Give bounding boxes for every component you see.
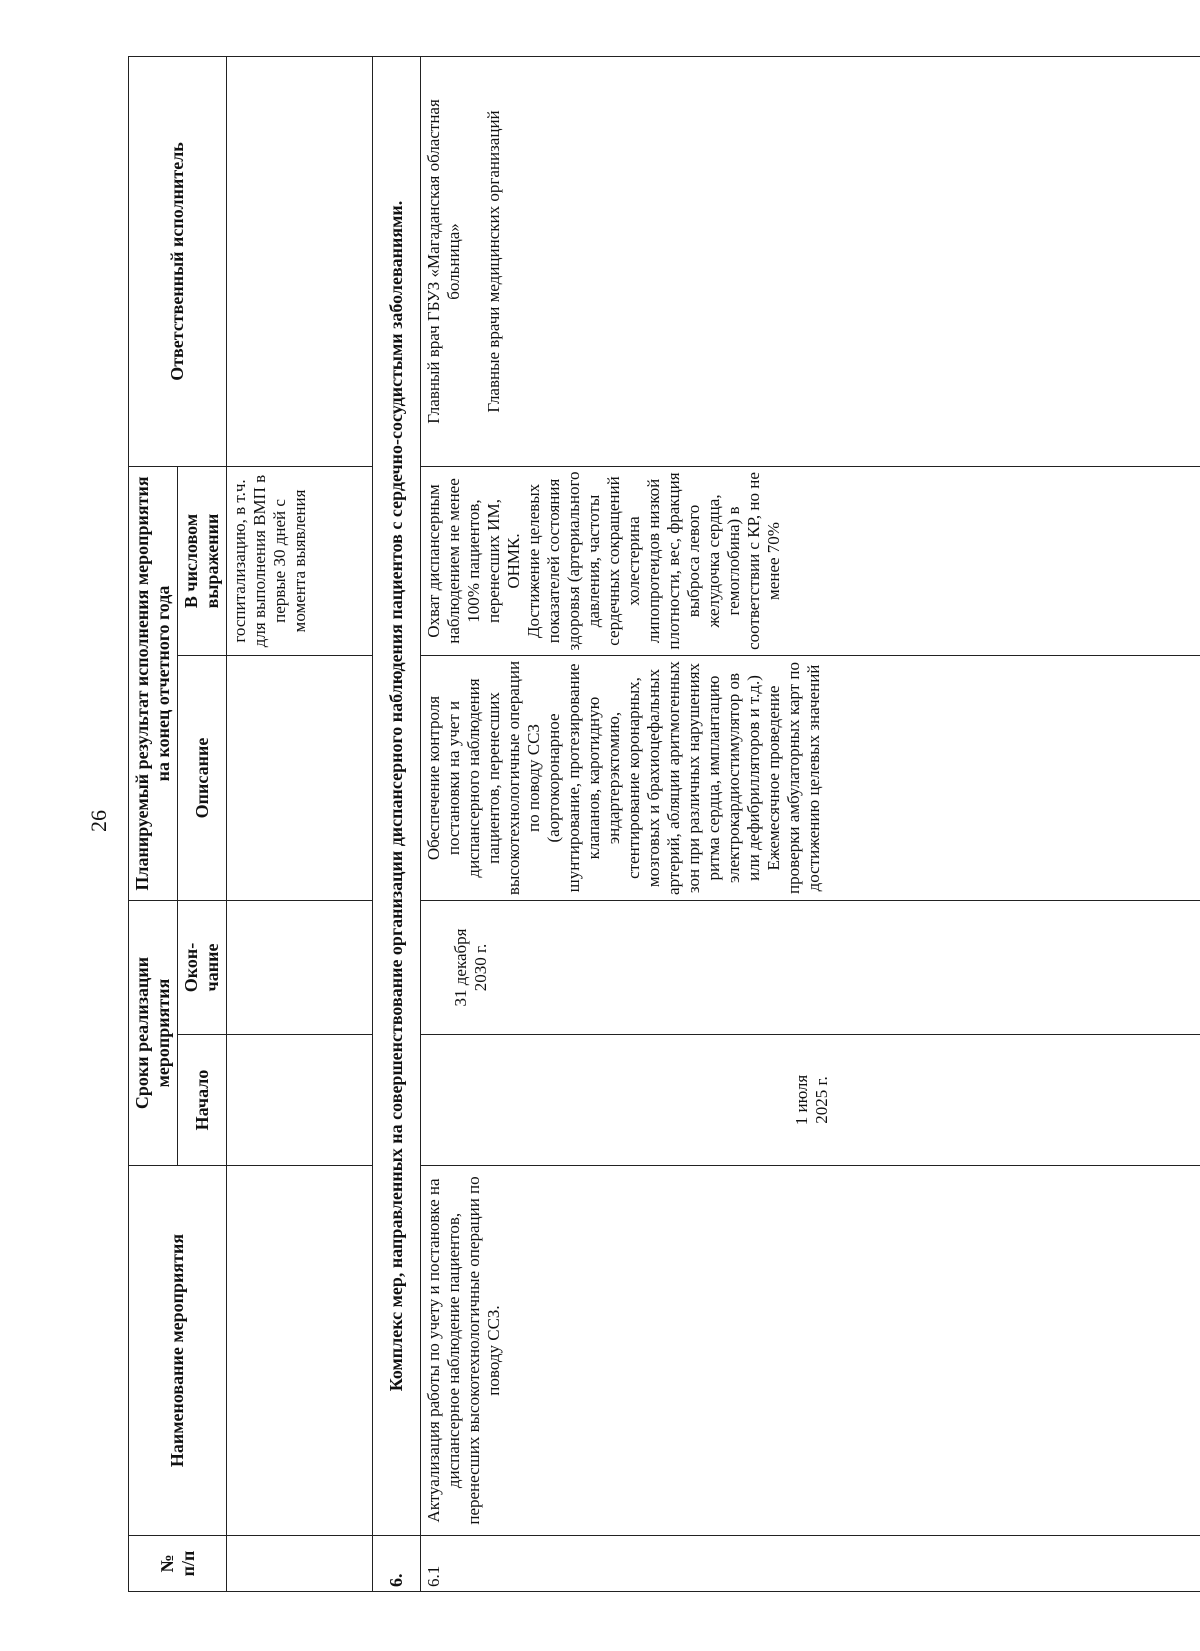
table-row [421, 56, 1200, 1591]
cont-description-cell [227, 656, 373, 901]
cont-responsible-cell [227, 56, 373, 466]
rotated-table-wrapper [128, 57, 1200, 1592]
row-numeric-part-1: Охват диспансерным наблюдением не менее 100% пациентов, перенесших ИМ, ОНМК. [424, 478, 523, 644]
header-end: Окон- чание [178, 901, 227, 1035]
page-number: 26 [86, 810, 111, 832]
measures-table [128, 56, 1200, 1592]
cont-end-cell [227, 901, 373, 1035]
header-row-1 [129, 56, 178, 1591]
cont-num-cell [227, 1536, 373, 1592]
row-description-part-1: Обеспечение контроля постановки на учет и диспансерного наблюдения пациентов, перенесших высокотехнологичные операции по поводу ССЗ (аортокоронарное шунтирование, протезирование клапанов, каротидную эндартерэктомию, стентирование коронарных, мозговых и брахиоцефальных артерий, абляции аритмогенных зон при различных нарушениях ритма сердца, имплантацию электрокардиостимулятор ов или дефибрилляторов и т.д.) [424, 660, 763, 896]
header-numeric: В числовом выражении [178, 466, 227, 655]
row-description-part-2: Ежемесячное проведение проверки амбулаторных карт по достижению целевых значений [764, 662, 823, 894]
header-start: Начало [178, 1035, 227, 1166]
row-end: 31 декабря 2030 г. [421, 901, 1200, 1035]
header-name: Наименование мероприятия [129, 1166, 227, 1536]
row-num: 6.1 [421, 1536, 1200, 1592]
header-responsible: Ответственный исполнитель [129, 56, 227, 466]
row-responsible-gap [464, 61, 484, 462]
row-numeric [421, 466, 1200, 655]
cont-start-cell [227, 1035, 373, 1166]
row-responsible-part-2: Главные врачи медицинских организаций [484, 110, 503, 413]
cont-name-cell [227, 1166, 373, 1536]
row-description [421, 656, 1200, 901]
row-numeric-part-2: Достижение целевых показателей состояния здоровья (артериального давления, частоты сердечных сокращений холестерина липопротеидов низкой плотности, вес, фракция выброса левого желудочка сердца, гемоглобина) в соответствии с КР, но не менее 70% [524, 471, 783, 651]
header-result: Планируемый результат исполнения мероприятия на конец отчетного года [129, 466, 178, 900]
row-name: Актуализация работы по учету и постановке на диспансерное наблюдение пациентов, перенесших высокотехнологичные операции по поводу ССЗ. [421, 1166, 1200, 1536]
row-start: 1 июля 2025 г. [421, 1035, 1200, 1166]
cont-numeric-cell: госпитализацию, в т.ч. для выполнения ВМП в первые 30 дней с момента выявления [227, 466, 373, 655]
section-row [373, 56, 421, 1591]
row-responsible [421, 56, 1200, 466]
row-responsible-part-1: Главный врач ГБУЗ «Магаданская областная больница» [424, 99, 463, 424]
section-num: 6. [373, 1536, 421, 1592]
header-num: № п/п [129, 1536, 227, 1592]
section-title: Комплекс мер, направленных на совершенствование организации диспансерного наблюдения пациентов с сердечно-сосудистыми заболеваниями. [373, 56, 421, 1535]
header-dates: Сроки реализации мероприятия [129, 901, 178, 1166]
continuation-row [227, 56, 373, 1591]
header-description: Описание [178, 656, 227, 901]
